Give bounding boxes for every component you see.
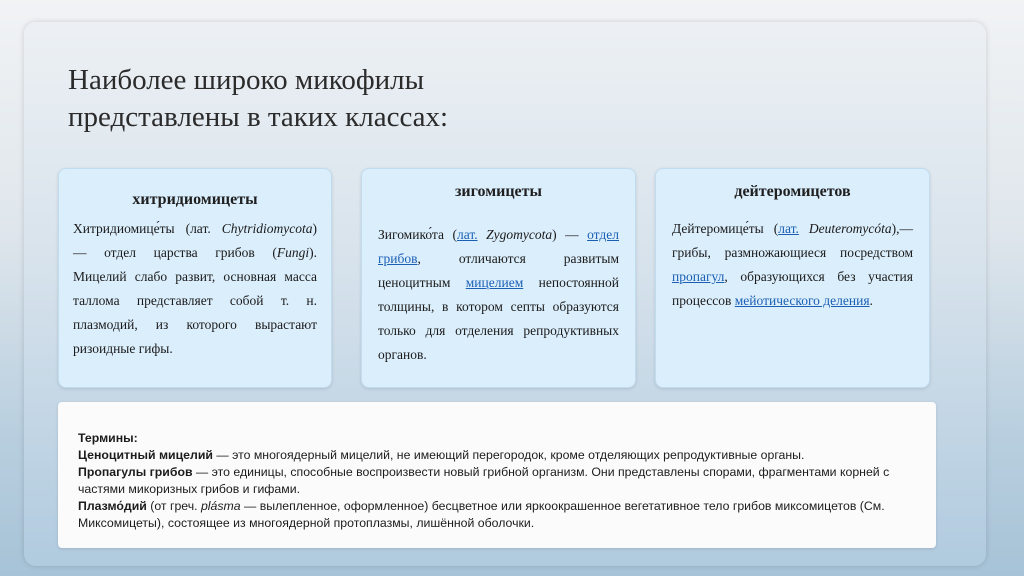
- link-lat[interactable]: лат.: [456, 227, 478, 242]
- link-propagul[interactable]: пропагул: [672, 269, 725, 284]
- terms-box: [58, 402, 936, 548]
- card-deuteromycetes: [655, 168, 930, 388]
- card-body: [73, 217, 317, 361]
- card-body: [378, 223, 619, 367]
- term-definition: — вылепленное, оформленное) бесцветное или яркоокрашенное вегетативное тело грибов миксомицетов (См. Миксомицеты), состоящее из многоядерной протоплазмы, лишённой оболочки.: [78, 499, 885, 530]
- term-plasmodium: [78, 498, 916, 532]
- latin-name: Chytridiomycota: [221, 221, 313, 236]
- link-gribov[interactable]: грибов: [378, 251, 418, 266]
- term-definition: — это многоядерный мицелий, не имеющий перегородок, кроме отделяющих репродуктивные органы.: [212, 448, 805, 462]
- card-title: хитридиомицеты: [132, 191, 258, 208]
- term-name: Плазмо́дий: [78, 499, 147, 513]
- term-definition: — это единицы, способные воспроизвести новый грибной организм. Они представлены спорами, фрагментами корней с частями микоризных грибов и гифами.: [78, 465, 890, 496]
- card-body: [672, 217, 913, 313]
- card-text: непостоянной толщины, в котором септы образуются только для отделения репродуктивных органов.: [378, 275, 619, 362]
- terms-heading: Термины:: [78, 431, 138, 445]
- card-text: ) — отдел царства грибов (: [73, 221, 317, 260]
- slide-title-line-1: Наиболее широко микофилы: [68, 64, 425, 96]
- card-text: ) —: [552, 227, 588, 242]
- card-title: зигомицеты: [455, 183, 542, 200]
- card-text: ),— грибы, размножающиеся посредством: [672, 221, 913, 260]
- card-text: , отличаются развитым ценоцитным: [378, 251, 619, 290]
- link-meiotic-division[interactable]: мейотического деления: [734, 293, 870, 308]
- card-text: .: [869, 293, 873, 308]
- term-definition: (от греч.: [146, 499, 201, 513]
- latin-name: Fungi: [276, 245, 310, 260]
- term-coenocytic-mycelium: [78, 447, 916, 464]
- card-zygomycetes: [361, 168, 636, 388]
- card-text: Хитридиомице́ты (лат.: [73, 221, 222, 236]
- greek-word: plásma: [200, 499, 241, 513]
- link-otdel[interactable]: отдел: [587, 227, 620, 242]
- card-title: дейтеромицетов: [734, 183, 851, 200]
- card-text: , образующихся без участия процессов: [672, 269, 913, 308]
- link-lat[interactable]: лат.: [778, 221, 799, 236]
- card-text: Зигомико́та (: [378, 227, 457, 242]
- term-name: Пропагулы грибов: [78, 465, 193, 479]
- latin-name: Zygomycota: [477, 227, 553, 242]
- term-propagules: [78, 464, 916, 498]
- term-name: Ценоцитный мицелий: [78, 448, 213, 462]
- card-chytridiomycetes: [58, 168, 332, 388]
- latin-name: Deuteromycóta: [798, 221, 892, 236]
- slide-title: [68, 62, 668, 136]
- link-mycelium[interactable]: мицелием: [465, 275, 524, 290]
- card-text: ). Мицелий слабо развит, основная масса таллома представляет собой т. н. плазмодий, из которого вырастают ризоидные гифы.: [73, 245, 317, 356]
- slide-title-line-2: представлены в таких классах:: [68, 101, 449, 133]
- card-text: Дейтеромице́ты (: [672, 221, 779, 236]
